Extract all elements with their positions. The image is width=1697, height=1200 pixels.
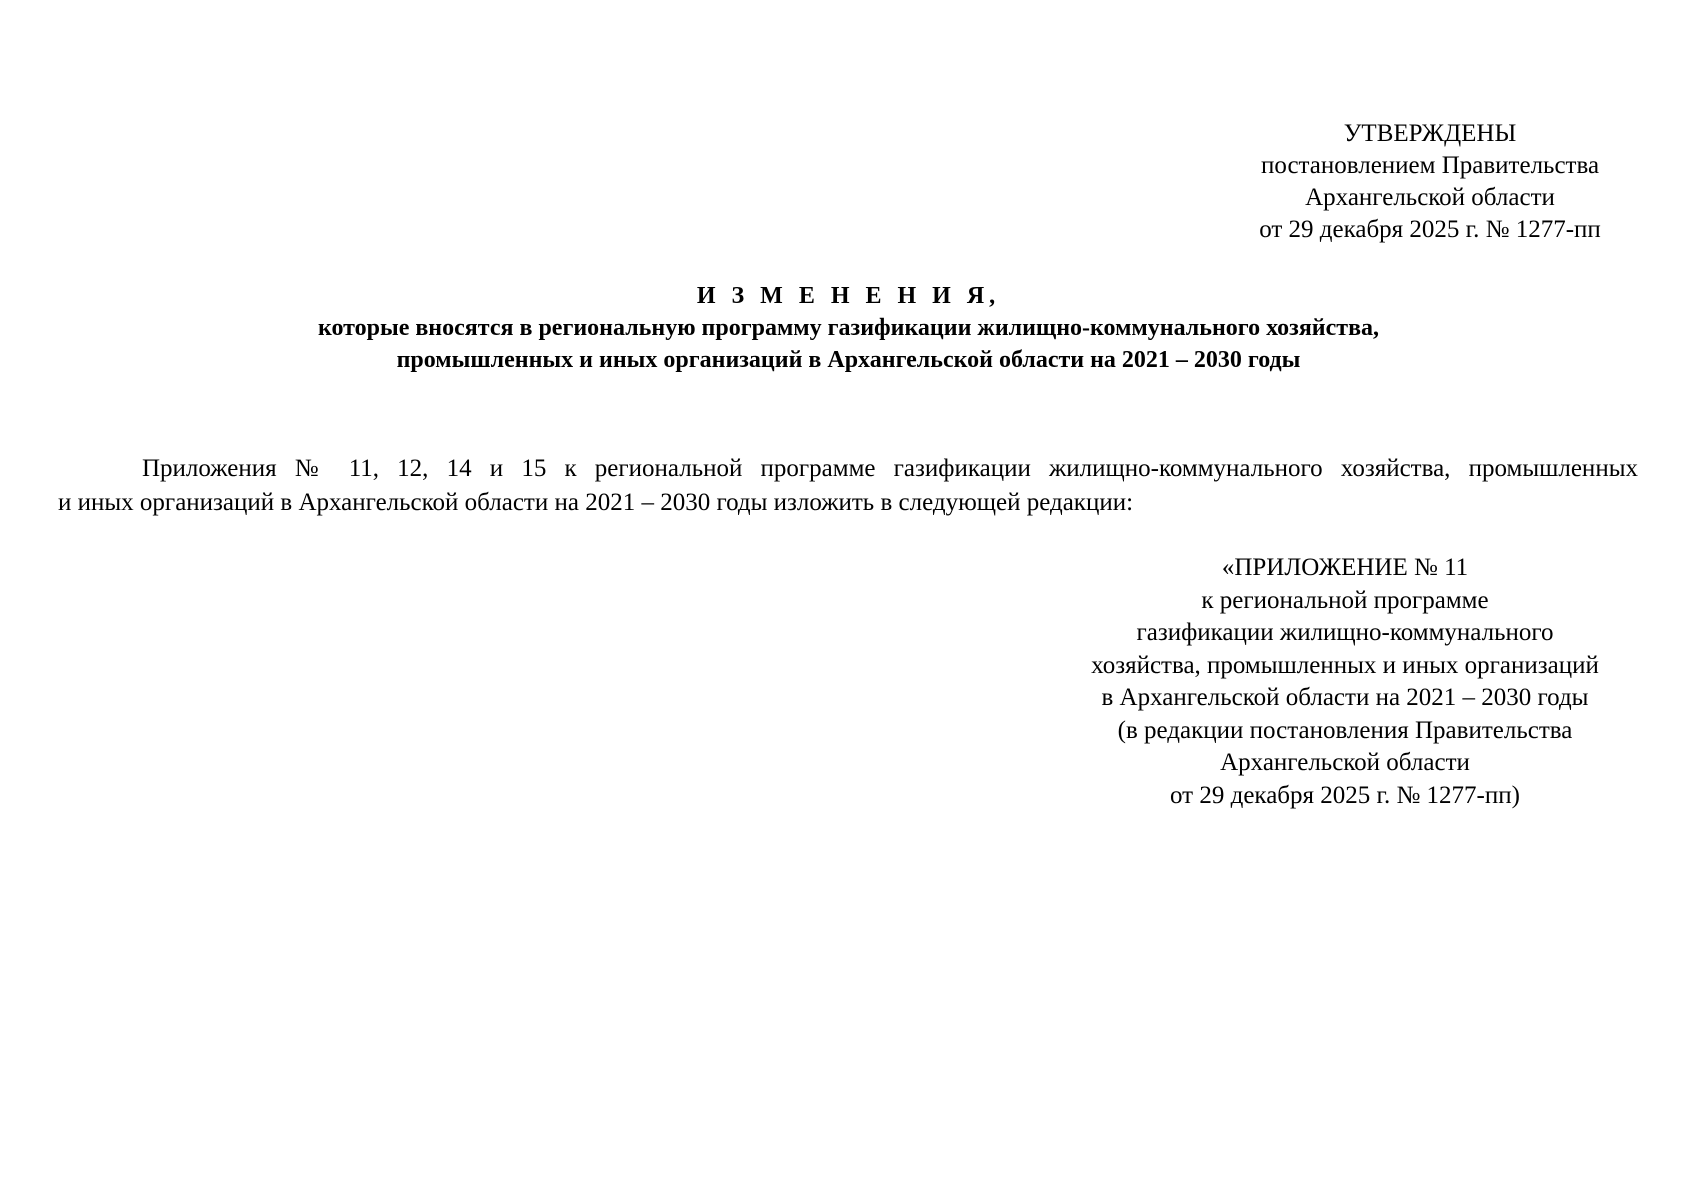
appendix-line: к региональной программе — [1201, 586, 1489, 614]
appendix-header — [1050, 552, 1640, 812]
approval-stamp — [1190, 118, 1670, 246]
appendix-line: от 29 декабря 2025 г. № 1277-пп) — [1170, 781, 1520, 809]
title-line: промышленных и иных организаций в Архангельской области на 2021 – 2030 годы — [396, 347, 1301, 373]
approval-line: постановлением Правительства — [1260, 152, 1600, 179]
body-line: Приложения № 11, 12, 14 и 15 к региональной программе газификации жилищно-коммунального хозяйства, промышленных — [142, 455, 1638, 482]
appendix-line: «ПРИЛОЖЕНИЕ № 11 — [1221, 554, 1469, 581]
title-line: которые вносятся в региональную программу газификации жилищно-коммунального хозяйства, — [317, 315, 1380, 341]
document-title — [0, 280, 1697, 376]
title-heading: И З М Е Н Е Н И Я, — [696, 283, 1001, 309]
appendix-line: газификации жилищно-коммунального — [1136, 619, 1554, 646]
approval-line: УТВЕРЖДЕНЫ — [1343, 120, 1517, 147]
appendix-line: в Архангельской области на 2021 – 2030 годы — [1101, 684, 1589, 711]
appendix-line: Архангельской области — [1220, 749, 1470, 776]
appendix-line: хозяйства, промышленных и иных организаций — [1091, 651, 1599, 679]
approval-line: Архангельской области — [1305, 184, 1555, 211]
body-paragraph — [58, 452, 1638, 520]
approval-line: от 29 декабря 2025 г. № 1277-пп — [1259, 216, 1601, 243]
appendix-line: (в редакции постановления Правительства — [1117, 716, 1573, 744]
body-line: и иных организаций в Архангельской области на 2021 – 2030 годы изложить в следующей редакции: — [58, 489, 1134, 516]
